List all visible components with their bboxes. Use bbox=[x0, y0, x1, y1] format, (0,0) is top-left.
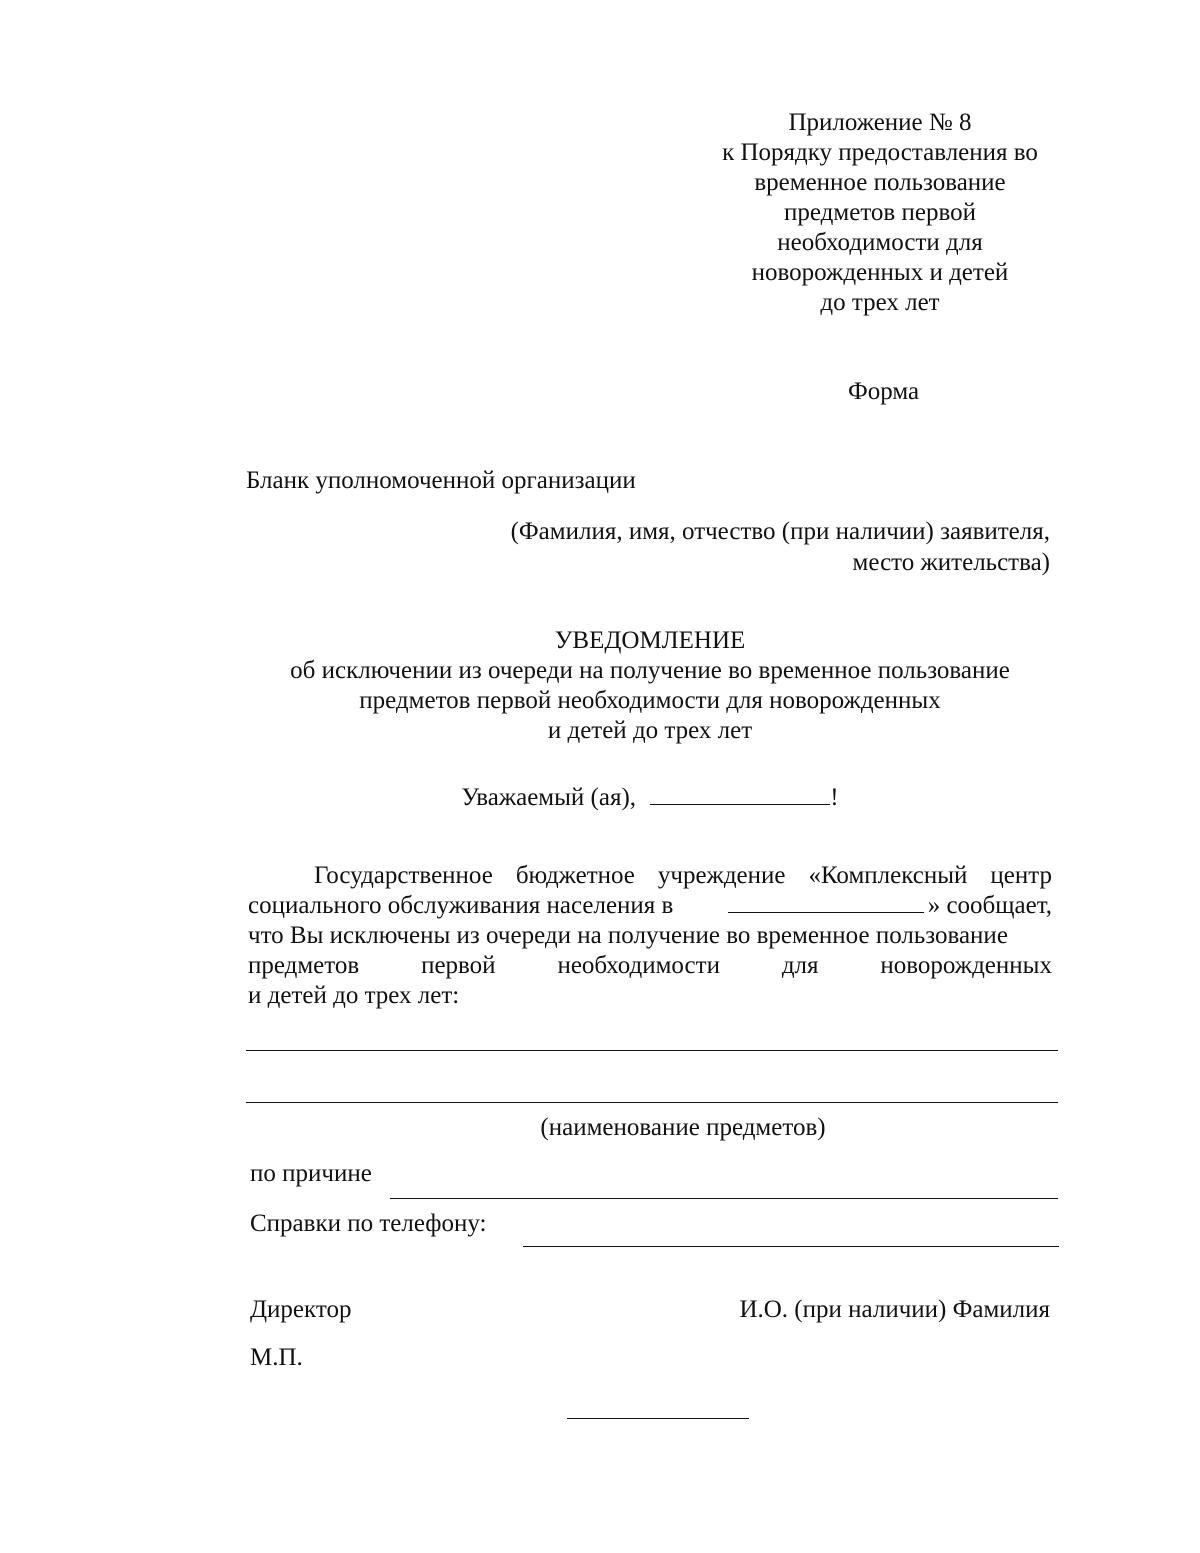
body-word: предметов bbox=[248, 952, 360, 979]
body-paragraph bbox=[248, 861, 1052, 1011]
body-word: Государственное bbox=[314, 862, 493, 889]
body-line bbox=[248, 861, 1052, 891]
appendix-line: к Порядку предоставления во bbox=[722, 139, 1038, 166]
body-word: бюджетное bbox=[515, 862, 635, 889]
director-name: И.О. (при наличии) Фамилия bbox=[739, 1296, 1050, 1323]
greeting bbox=[200, 784, 1100, 812]
body-line bbox=[248, 981, 1052, 1011]
body-word: учреждение bbox=[657, 862, 786, 889]
reason-label: по причине bbox=[250, 1160, 372, 1187]
body-line bbox=[248, 891, 1052, 921]
applicant-line: (Фамилия, имя, отчество (при наличии) заявителя, bbox=[510, 518, 1050, 545]
body-line bbox=[248, 921, 1052, 951]
phone-line[interactable] bbox=[523, 1246, 1059, 1247]
applicant-line: место жительства) bbox=[852, 549, 1050, 576]
greeting-prefix: Уважаемый (ая), bbox=[461, 784, 637, 811]
stamp-label: М.П. bbox=[250, 1344, 303, 1371]
body-word: новорожденных bbox=[880, 952, 1052, 979]
body-word: центр bbox=[990, 862, 1052, 889]
appendix-line: Приложение № 8 bbox=[788, 109, 972, 136]
appendix-line: необходимости для bbox=[777, 229, 983, 256]
appendix-line: до трех лет bbox=[820, 289, 940, 316]
phone-label: Справки по телефону: bbox=[250, 1210, 487, 1237]
notice-title bbox=[200, 626, 1100, 746]
locality-blank[interactable] bbox=[728, 892, 924, 913]
appendix-line: предметов первой bbox=[784, 199, 976, 226]
greeting-suffix: ! bbox=[830, 784, 839, 811]
items-line-2[interactable] bbox=[246, 1102, 1058, 1103]
recipient-name-blank[interactable] bbox=[650, 784, 830, 805]
body-word: «Комплексный bbox=[808, 862, 968, 889]
bottom-separator bbox=[567, 1418, 749, 1419]
notice-subtitle-line: предметов первой необходимости для новорожденных bbox=[359, 687, 941, 714]
reason-line[interactable] bbox=[390, 1198, 1058, 1199]
notice-subtitle-line: и детей до трех лет bbox=[547, 717, 753, 744]
notice-subtitle-line: об исключении из очереди на получение во временное пользование bbox=[290, 657, 1010, 684]
items-caption: (наименование предметов) bbox=[540, 1114, 826, 1141]
body-text: » сообщает, bbox=[927, 892, 1052, 919]
director-label: Директор bbox=[250, 1296, 352, 1323]
applicant-info bbox=[460, 516, 1050, 578]
body-line bbox=[248, 951, 1052, 981]
body-word: первой bbox=[421, 952, 496, 979]
body-text: что Вы исключены из очереди на получение во временное пользование bbox=[248, 922, 1008, 949]
form-label: Форма bbox=[848, 378, 920, 405]
appendix-header bbox=[680, 108, 1080, 318]
appendix-line: временное пользование bbox=[754, 169, 1006, 196]
organization-blank-label: Бланк уполномоченной организации bbox=[246, 467, 636, 494]
appendix-line: новорожденных и детей bbox=[751, 259, 1009, 286]
body-word: необходимости bbox=[557, 952, 720, 979]
body-text: социального обслуживания населения в bbox=[248, 892, 674, 919]
notice-heading: УВЕДОМЛЕНИЕ bbox=[554, 627, 746, 654]
body-text: и детей до трех лет: bbox=[248, 982, 460, 1009]
items-line-1[interactable] bbox=[246, 1050, 1058, 1051]
body-word: для bbox=[781, 952, 819, 979]
